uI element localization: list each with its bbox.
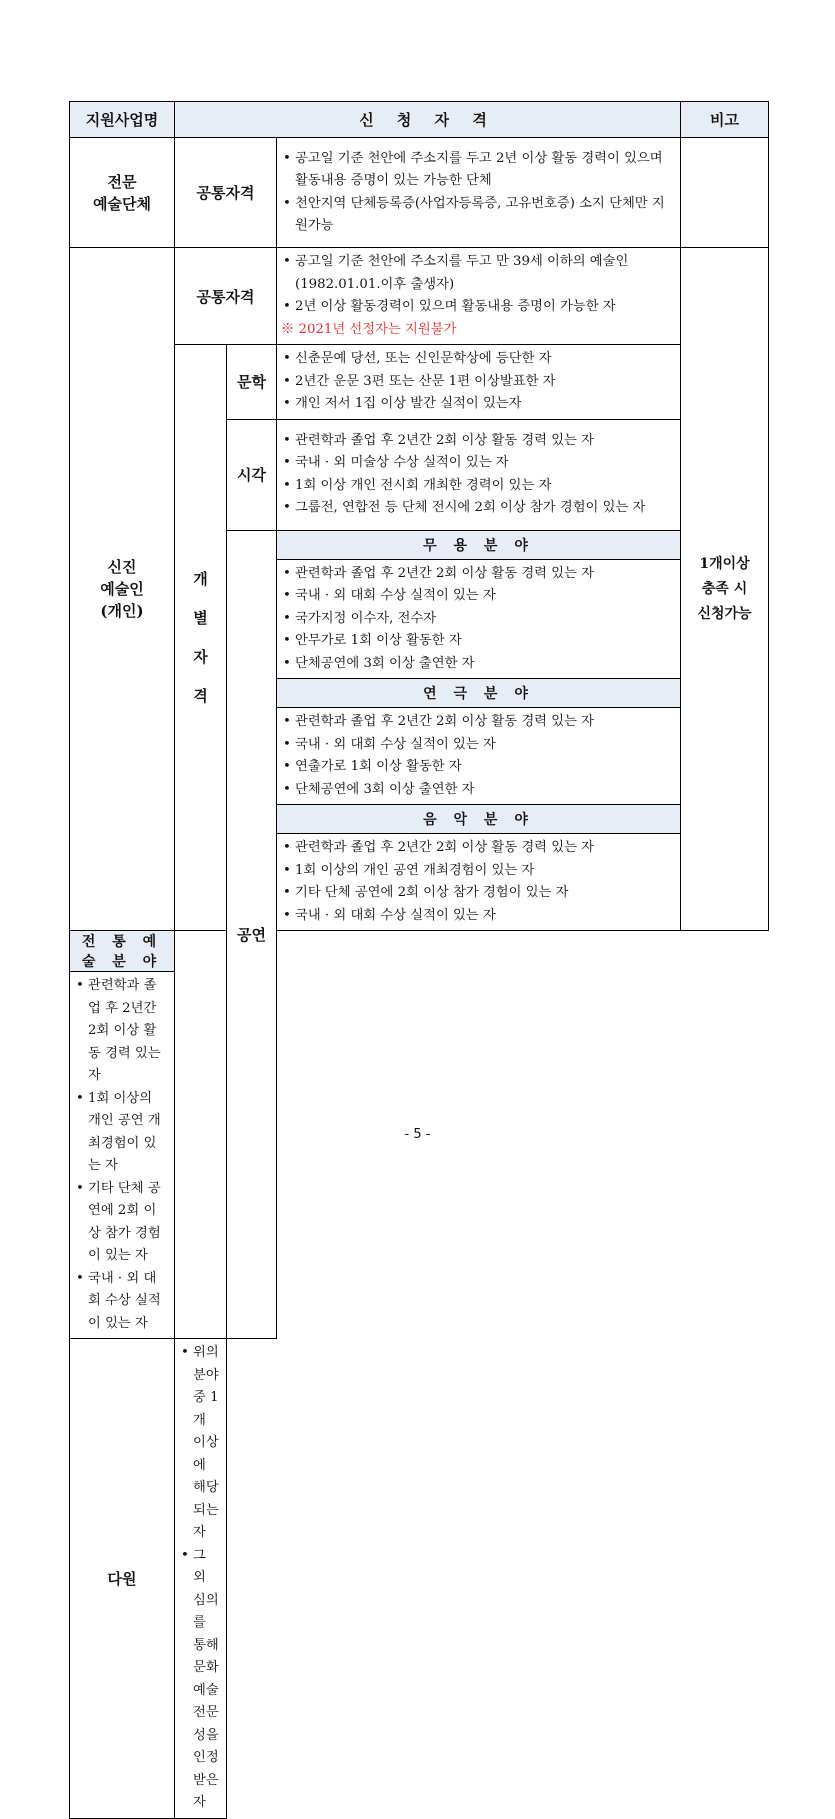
list-item: • 관련학과 졸업 후 2년간 2회 이상 활동 경력 있는 자: [281, 430, 674, 453]
header-remarks: 비고: [681, 102, 769, 138]
list-item: • 기타 단체 공연에 2회 이상 참가 경험이 있는 자: [74, 1178, 168, 1268]
theater-section-title: 연 극 분 야: [277, 679, 681, 708]
list-item: • 국내 · 외 대회 수상 실적이 있는 자: [281, 905, 674, 928]
list-item: • 천안지역 단체등록증(사업자등록증, 고유번호증) 소지 단체만 지원가능: [281, 193, 674, 238]
music-items: [277, 834, 681, 931]
individual-common-label: 공통자격: [175, 248, 277, 345]
multi-items: [175, 1339, 227, 1819]
list-item: • 신춘문예 당선, 또는 신인문학상에 등단한 자: [281, 348, 674, 371]
eligibility-table: [69, 101, 769, 1819]
list-item: • 단체공연에 3회 이상 출연한 자: [281, 653, 674, 676]
traditional-title-row: [70, 931, 769, 972]
traditional-items: [70, 972, 175, 1339]
individual-common-items: [277, 248, 681, 345]
individual-category: 신진 예술인 (개인): [70, 248, 175, 931]
visual-items: [277, 419, 681, 530]
header-eligibility: 신 청 자 격: [175, 102, 681, 138]
list-item: • 관련학과 졸업 후 2년간 2회 이상 활동 경력 있는 자: [74, 975, 168, 1088]
org-remarks: [681, 138, 769, 248]
list-item: • 2년간 운문 3편 또는 산문 1편 이상발표한 자: [281, 371, 674, 394]
list-item: • 1회 이상의 개인 공연 개최경험이 있는 자: [281, 860, 674, 883]
list-item: • 그 외 심의를 통해 문화예술 전문성을 인정받은 자: [179, 1545, 220, 1815]
warning-note: ※ 2021년 선정자는 지원불가: [281, 321, 457, 337]
list-item: • 그룹전, 연합전 등 단체 전시에 2회 이상 참가 경험이 있는 자: [281, 497, 674, 520]
visual-label: 시각: [227, 419, 277, 530]
list-item: • 2년 이상 활동경력이 있으며 활동내용 증명이 가능한 자: [281, 296, 674, 319]
theater-items: [277, 708, 681, 805]
list-item: • 관련학과 졸업 후 2년간 2회 이상 활동 경력 있는 자: [281, 711, 674, 734]
traditional-section-title: 전 통 예 술 분 야: [70, 931, 175, 972]
list-item: • 1회 이상의 개인 공연 개최경험이 있는 자: [74, 1088, 168, 1178]
header-program: 지원사업명: [70, 102, 175, 138]
individual-qualification-label: 개 별 자 격: [175, 345, 227, 931]
list-item: • 공고일 기준 천안에 주소지를 두고 만 39세 이하의 예술인(1982.01.01.이후 출생자): [281, 251, 674, 296]
list-item: • 관련학과 졸업 후 2년간 2회 이상 활동 경력 있는 자: [281, 563, 674, 586]
org-row: [70, 138, 769, 248]
list-item: • 국내 · 외 대회 수상 실적이 있는 자: [74, 1268, 168, 1336]
list-item: • 공고일 기준 천안에 주소지를 두고 2년 이상 활동 경력이 있으며 활동내용 증명이 있는 가능한 단체: [281, 148, 674, 193]
dance-section-title: 무 용 분 야: [277, 530, 681, 559]
list-item: • 국내 · 외 대회 수상 실적이 있는 자: [281, 585, 674, 608]
dance-items: [277, 559, 681, 679]
literature-label: 문학: [227, 345, 277, 420]
multi-row: [70, 1339, 769, 1819]
list-item: • 국내 · 외 대회 수상 실적이 있는 자: [281, 734, 674, 757]
literature-items: [277, 345, 681, 420]
org-common-items: [277, 138, 681, 248]
list-item: • 국내 · 외 미술상 수상 실적이 있는 자: [281, 452, 674, 475]
list-item: • 안무가로 1회 이상 활동한 자: [281, 630, 674, 653]
list-item: • 국가지정 이수자, 전수자: [281, 608, 674, 631]
individual-common-row: [70, 248, 769, 345]
list-item: • 단체공연에 3회 이상 출연한 자: [281, 779, 674, 802]
header-row: [70, 102, 769, 138]
list-item: • 개인 저서 1집 이상 발간 실적이 있는자: [281, 393, 674, 416]
list-item: • 관련학과 졸업 후 2년간 2회 이상 활동 경력 있는 자: [281, 837, 674, 860]
list-item: • 1회 이상 개인 전시회 개최한 경력이 있는 자: [281, 475, 674, 498]
page-number: - 5 -: [404, 1127, 431, 1142]
literature-row: [70, 345, 769, 420]
list-item: • 기타 단체 공연에 2회 이상 참가 경험이 있는 자: [281, 882, 674, 905]
performance-label: 공연: [227, 530, 277, 1339]
list-item: • 연출가로 1회 이상 활동한 자: [281, 756, 674, 779]
individual-remarks: 1개이상 충족 시 신청가능: [681, 248, 769, 931]
music-section-title: 음 악 분 야: [277, 805, 681, 834]
multi-label: 다원: [70, 1339, 175, 1819]
list-item: • 위의 분야 중 1개 이상에 해당되는 자: [179, 1342, 220, 1545]
org-category: 전문 예술단체: [70, 138, 175, 248]
traditional-items-row: [70, 972, 769, 1339]
org-common-label: 공통자격: [175, 138, 277, 248]
